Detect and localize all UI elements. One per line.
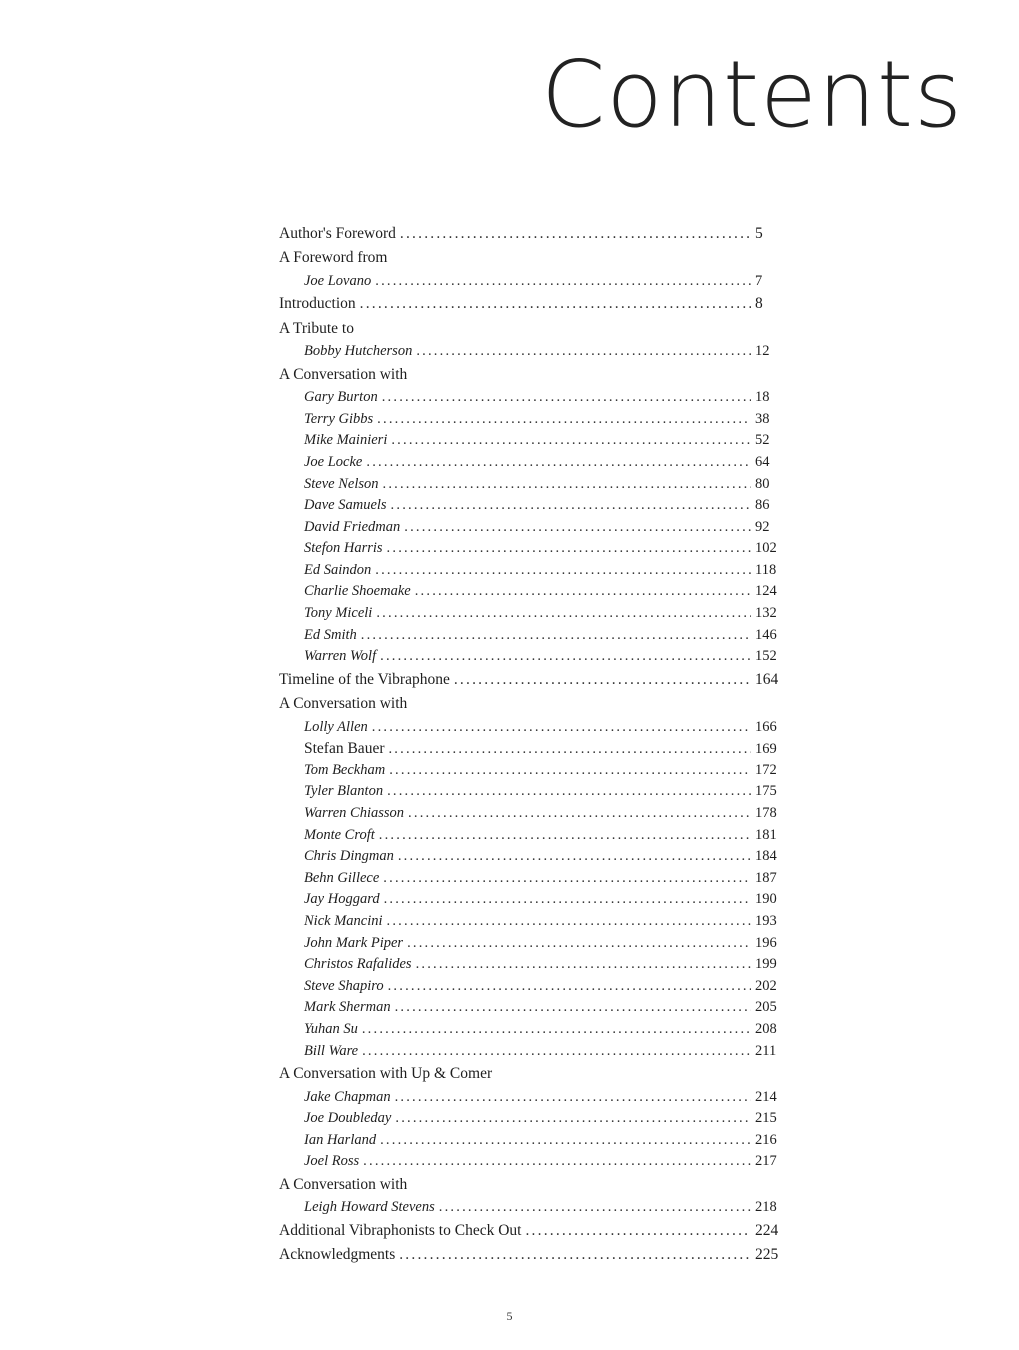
toc-subentry [279, 495, 781, 517]
toc-subentry [279, 474, 781, 496]
toc-subentry [279, 538, 781, 560]
toc-entry-label: Chris Dingman [304, 848, 394, 865]
toc-entry-label: A Tribute to [279, 319, 354, 337]
toc-subentry [279, 603, 781, 625]
page-title: Contents [541, 41, 963, 148]
toc-subentry [279, 430, 781, 452]
toc-entry-label: Mark Sherman [304, 999, 391, 1016]
toc-page-number: 217 [755, 1153, 777, 1170]
toc-entry-label: Monte Croft [304, 826, 375, 843]
toc-subentry [279, 954, 781, 976]
toc-entry-label: Behn Gillece [304, 869, 380, 886]
toc-entry-label: Ed Smith [304, 626, 357, 643]
toc-entry-label: Warren Wolf [304, 648, 377, 665]
toc-page-number: 199 [755, 956, 777, 973]
toc-page-number: 187 [755, 869, 777, 886]
dot-leader [380, 646, 751, 668]
toc-subentry [279, 976, 781, 998]
dot-leader [361, 625, 751, 647]
dot-leader [398, 846, 751, 868]
toc-entry-label: A Conversation with [279, 1175, 408, 1193]
toc-page-number: 178 [755, 805, 777, 822]
toc-page-number: 218 [755, 1199, 777, 1216]
toc-entry-label: Stefon Harris [304, 540, 383, 557]
toc-page-number: 102 [755, 540, 777, 557]
dot-leader [360, 292, 751, 316]
toc-subentry [279, 646, 781, 668]
toc-entry [279, 1219, 781, 1243]
toc-page-number: 132 [755, 605, 777, 622]
toc-section-heading [279, 246, 781, 270]
toc-entry-label: Warren Chiasson [304, 805, 405, 822]
toc-page-number: 196 [755, 934, 777, 951]
dot-leader [395, 997, 751, 1019]
toc-subentry [279, 933, 781, 955]
dot-leader [375, 271, 751, 293]
toc-section-heading [279, 1173, 781, 1197]
dot-leader [387, 538, 751, 560]
dot-leader [408, 803, 751, 825]
toc-subentry [279, 1041, 781, 1063]
toc-entry-label: John Mark Piper [304, 934, 404, 951]
dot-leader [383, 868, 751, 890]
toc-page-number: 38 [755, 410, 770, 427]
toc-subentry [279, 409, 781, 431]
toc-page-number: 12 [755, 343, 770, 360]
toc-page-number: 181 [755, 826, 777, 843]
toc-entry-label: Additional Vibraphonists to Check Out [279, 1221, 522, 1239]
dot-leader [366, 452, 751, 474]
dot-leader [525, 1219, 751, 1243]
toc-page-number: 7 [755, 272, 763, 289]
toc-subentry [279, 625, 781, 647]
toc-page-number: 193 [755, 912, 777, 929]
toc-entry-label: Yuhan Su [304, 1020, 358, 1037]
toc-entry-label: A Conversation with [279, 695, 408, 713]
dot-leader [400, 222, 751, 246]
toc-page-number: 216 [755, 1131, 777, 1148]
toc-page-number: 86 [755, 497, 770, 514]
toc-subentry [279, 760, 781, 782]
toc-entry [279, 222, 781, 246]
toc-entry-label: Tony Miceli [304, 605, 373, 622]
toc-subentry [279, 341, 781, 363]
toc-entry-label: Joel Ross [304, 1153, 360, 1170]
toc-entry-label: Leigh Howard Stevens [304, 1199, 435, 1216]
toc-entry-label: Bill Ware [304, 1042, 359, 1059]
toc-page-number: 80 [755, 475, 770, 492]
toc-subentry [279, 387, 781, 409]
dot-leader [407, 933, 751, 955]
toc-entry-label: A Foreword from [279, 249, 388, 267]
toc-entry-label: Nick Mancini [304, 912, 383, 929]
toc-page-number: 225 [755, 1246, 779, 1264]
toc-entry [279, 668, 781, 692]
toc-subentry [279, 1130, 781, 1152]
toc-page-number: 215 [755, 1110, 777, 1127]
dot-leader [372, 717, 751, 739]
dot-leader [416, 954, 751, 976]
dot-leader [416, 341, 751, 363]
dot-leader [382, 387, 751, 409]
toc-subentry [279, 1019, 781, 1041]
toc-entry-label: Terry Gibbs [304, 410, 374, 427]
toc-entry-label: Dave Samuels [304, 497, 387, 514]
toc-subentry [279, 738, 781, 760]
toc-entry-label: Timeline of the Vibraphone [279, 670, 450, 688]
toc-subentry [279, 803, 781, 825]
toc-entry-label: Jake Chapman [304, 1088, 391, 1105]
dot-leader [380, 1130, 751, 1152]
toc-page-number: 92 [755, 518, 770, 535]
dot-leader [454, 668, 751, 692]
toc-entry-label: Ian Harland [304, 1131, 377, 1148]
dot-leader [362, 1041, 751, 1063]
toc-entry-label: A Conversation with [279, 365, 408, 383]
toc-entry-label: Christos Rafalides [304, 956, 412, 973]
toc-page-number: 52 [755, 432, 770, 449]
dot-leader [391, 495, 751, 517]
toc-page-number: 224 [755, 1221, 779, 1239]
toc-page-number: 164 [755, 670, 779, 688]
toc-page-number: 146 [755, 626, 777, 643]
toc-entry-label: Joe Lovano [304, 272, 372, 289]
toc-page-number: 202 [755, 977, 777, 994]
dot-leader [415, 581, 751, 603]
toc-page-number: 64 [755, 453, 770, 470]
toc-page-number: 8 [755, 295, 763, 313]
toc-page-number: 169 [755, 741, 777, 758]
toc-subentry [279, 825, 781, 847]
toc-entry-label: Acknowledgments [279, 1246, 396, 1264]
toc-entry-label: Tyler Blanton [304, 783, 384, 800]
toc-entry-label: A Conversation with Up & Comer [279, 1065, 493, 1083]
dot-leader [439, 1197, 751, 1219]
dot-leader [388, 739, 751, 761]
toc-entry [279, 292, 781, 316]
toc-subentry [279, 1151, 781, 1173]
toc-entry-label: Tom Beckham [304, 761, 386, 778]
toc-section-heading [279, 317, 781, 341]
toc-entry [279, 1243, 781, 1267]
toc-page-number: 214 [755, 1088, 777, 1105]
toc-subentry [279, 517, 781, 539]
toc-entry-label: Introduction [279, 295, 356, 313]
toc-subentry [279, 560, 781, 582]
dot-leader [375, 560, 751, 582]
toc-subentry [279, 581, 781, 603]
toc-page-number: 175 [755, 783, 777, 800]
toc-subentry [279, 889, 781, 911]
toc-entry-label: Steve Shapiro [304, 977, 384, 994]
toc-entry-label: Stefan Bauer [304, 740, 385, 758]
toc-entry-label: David Friedman [304, 518, 401, 535]
page-number: 5 [506, 1309, 513, 1323]
dot-leader [387, 911, 751, 933]
toc-section-heading [279, 692, 781, 716]
toc-subentry [279, 846, 781, 868]
toc-entry-label: Author's Foreword [279, 225, 396, 242]
toc-entry-label: Steve Nelson [304, 475, 379, 492]
dot-leader [389, 760, 751, 782]
toc-entry-label: Gary Burton [304, 389, 378, 406]
dot-leader [391, 430, 751, 452]
dot-leader [395, 1087, 751, 1109]
toc-page-number: 18 [755, 389, 770, 406]
dot-leader [362, 1019, 751, 1041]
dot-leader [377, 409, 751, 431]
toc-subentry [279, 868, 781, 890]
toc-subentry [279, 271, 781, 293]
toc-subentry [279, 717, 781, 739]
toc-subentry [279, 911, 781, 933]
toc-subentry [279, 1087, 781, 1109]
toc-section-heading [279, 363, 781, 387]
dot-leader [387, 781, 751, 803]
toc-entry-label: Jay Hoggard [304, 891, 380, 908]
dot-leader [388, 976, 751, 998]
toc-entry-label: Ed Saindon [304, 561, 372, 578]
toc-subentry [279, 781, 781, 803]
toc-page-number: 208 [755, 1020, 777, 1037]
dot-leader [379, 825, 751, 847]
toc-page-number: 124 [755, 583, 777, 600]
toc-entry-label: Joe Doubleday [304, 1110, 392, 1127]
toc-entry-label: Bobby Hutcherson [304, 343, 413, 360]
toc-page-number: 211 [755, 1042, 777, 1059]
toc-page-number: 205 [755, 999, 777, 1016]
dot-leader [404, 517, 751, 539]
toc-subentry [279, 1108, 781, 1130]
dot-leader [363, 1151, 751, 1173]
toc-page-number: 152 [755, 648, 777, 665]
toc-page-number: 190 [755, 891, 777, 908]
toc-page-number: 118 [755, 561, 777, 578]
toc-entry-label: Joe Locke [304, 453, 363, 470]
dot-leader [376, 603, 751, 625]
toc-entry-label: Lolly Allen [304, 718, 368, 735]
toc-subentry [279, 1197, 781, 1219]
toc-section-heading [279, 1062, 781, 1086]
toc-page-number: 172 [755, 761, 777, 778]
toc-page-number: 166 [755, 718, 777, 735]
toc-entry-label: Charlie Shoemake [304, 583, 411, 600]
dot-leader [399, 1243, 751, 1267]
toc-page-number: 5 [755, 225, 763, 242]
toc-subentry [279, 452, 781, 474]
dot-leader [383, 474, 752, 496]
table-of-contents [279, 222, 781, 1268]
toc-page-number: 184 [755, 848, 777, 865]
toc-subentry [279, 997, 781, 1019]
dot-leader [395, 1108, 751, 1130]
toc-entry-label: Mike Mainieri [304, 432, 388, 449]
dot-leader [384, 889, 751, 911]
